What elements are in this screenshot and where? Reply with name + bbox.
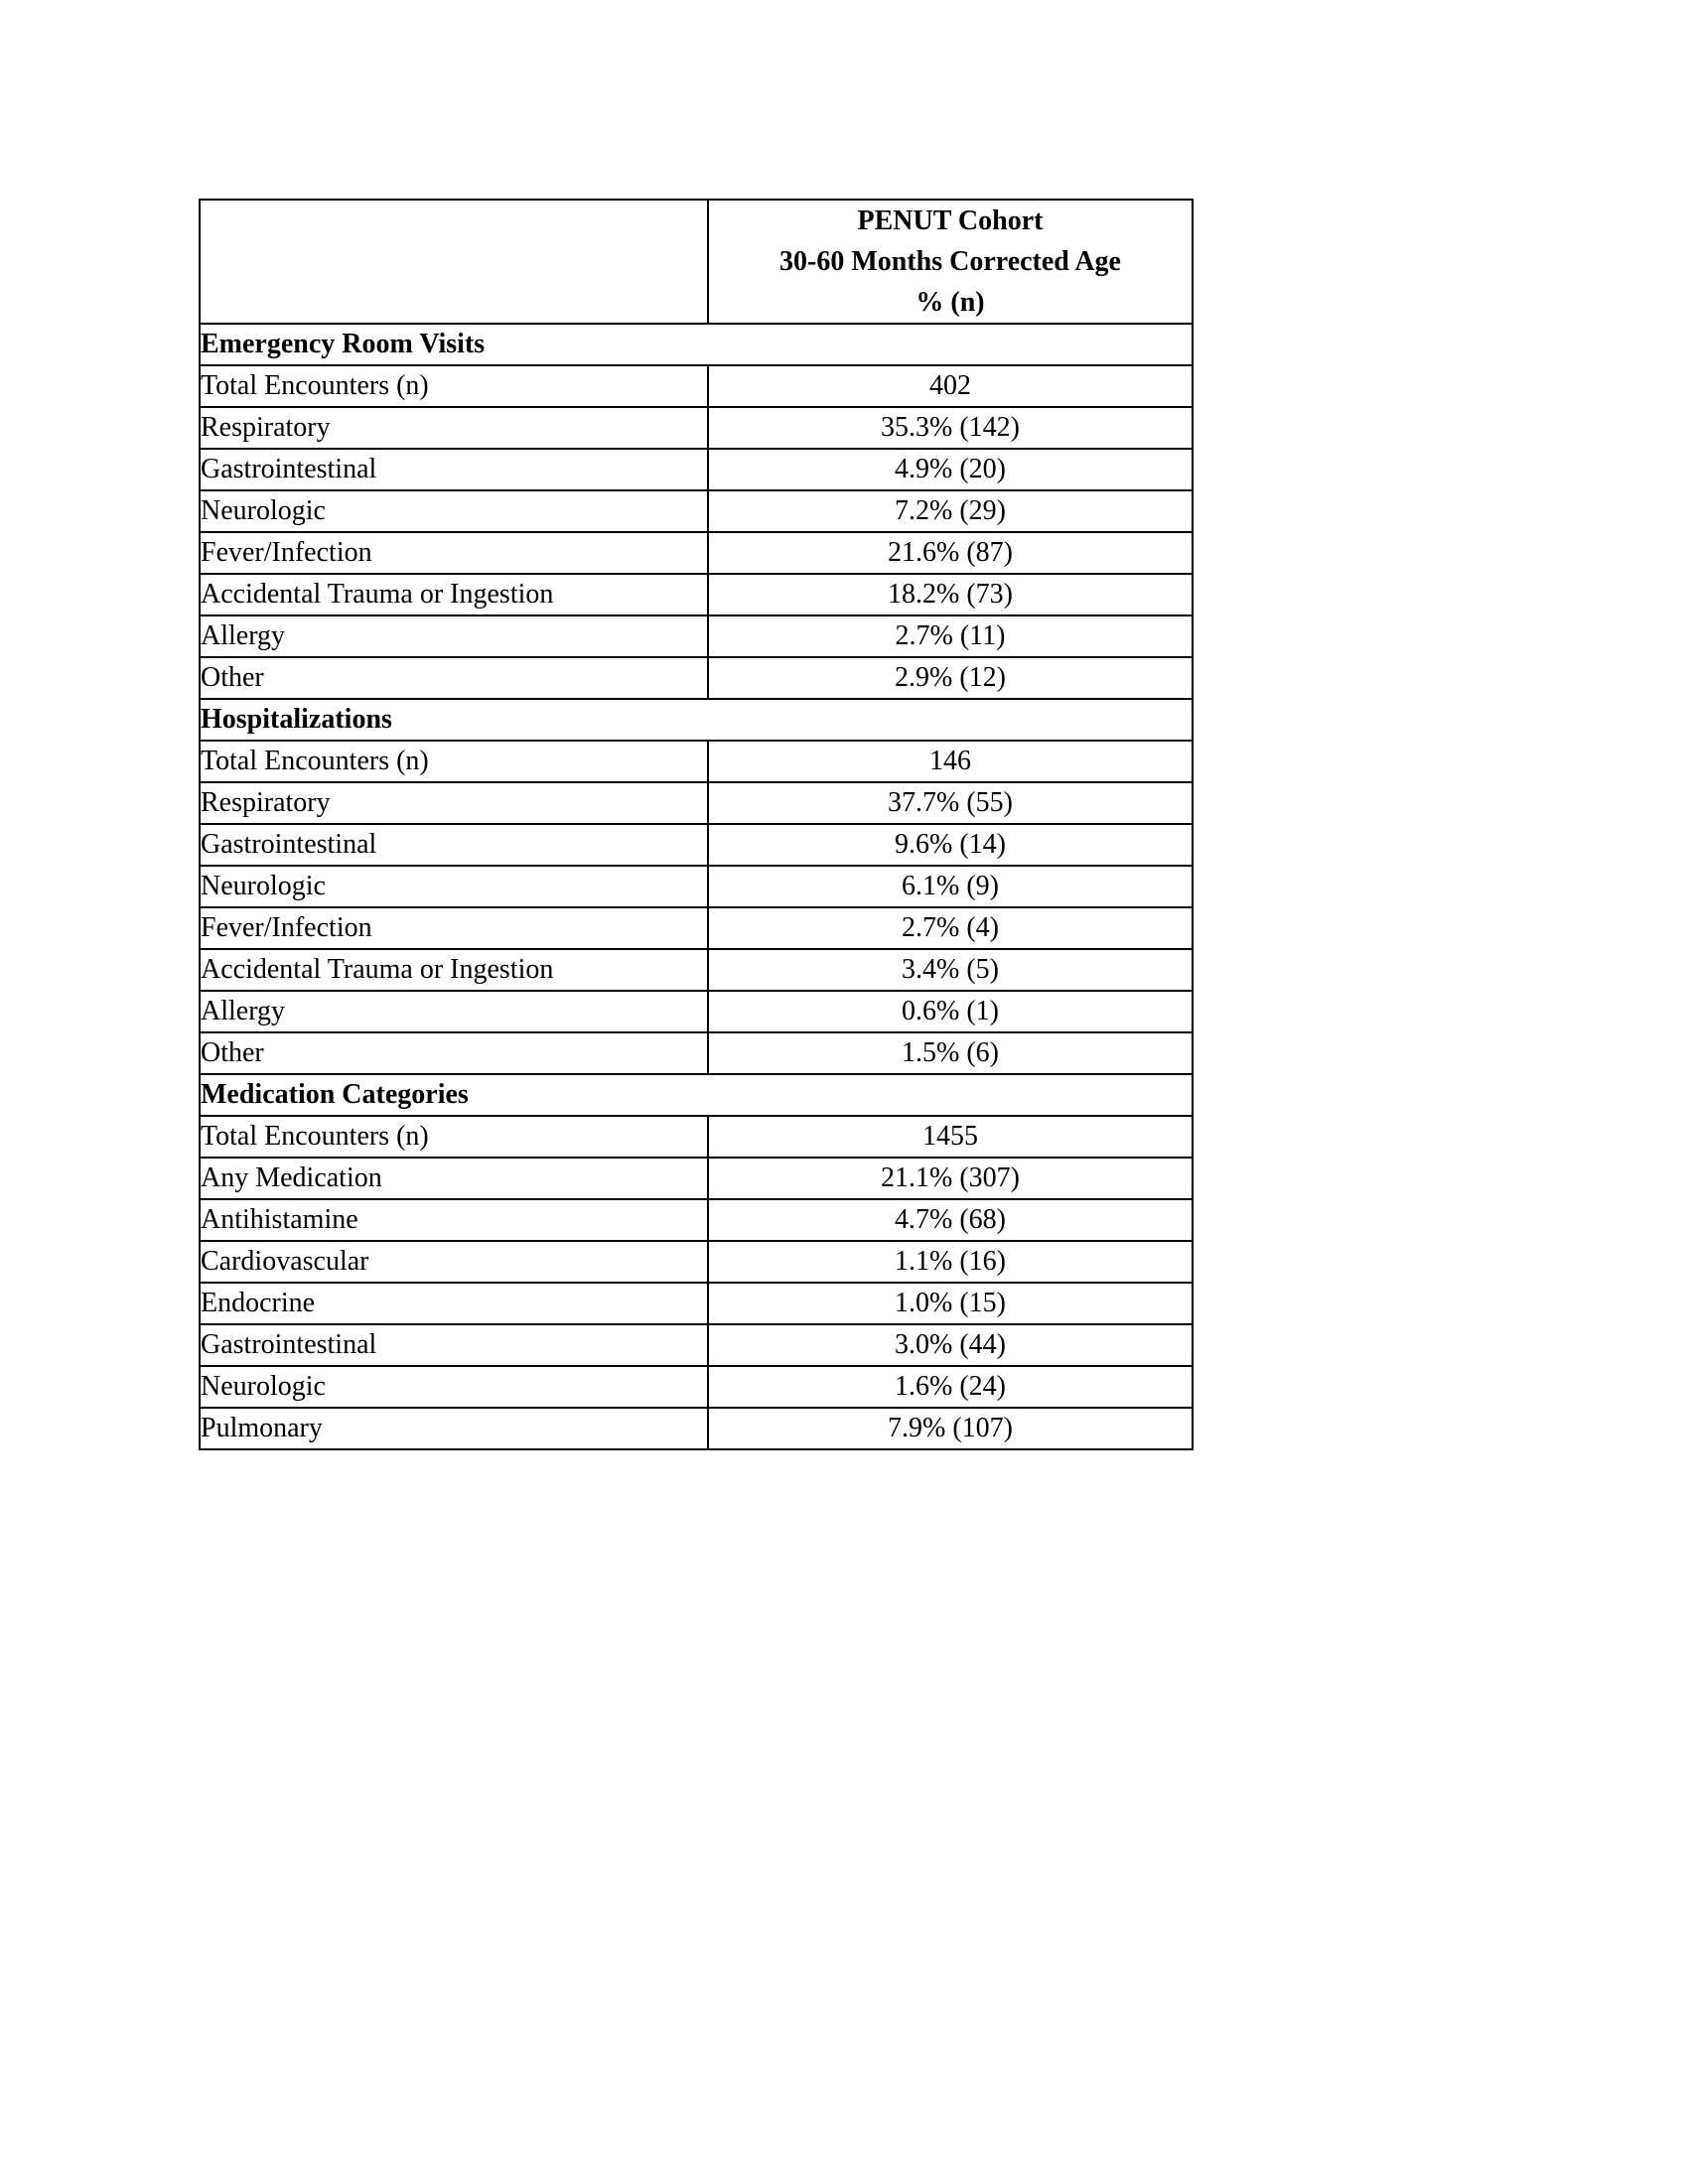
- row-value: 0.6% (1): [708, 991, 1193, 1032]
- row-value: 2.9% (12): [708, 657, 1193, 699]
- row-label: Gastrointestinal: [200, 1324, 708, 1366]
- row-label: Pulmonary: [200, 1408, 708, 1449]
- cohort-table: [199, 199, 1194, 1450]
- row-value: 35.3% (142): [708, 407, 1193, 449]
- row-value: 1.6% (24): [708, 1366, 1193, 1408]
- table-body: [200, 324, 1193, 1449]
- row-label: Neurologic: [200, 866, 708, 907]
- row-label: Total Encounters (n): [200, 741, 708, 782]
- unit-label: % (n): [915, 287, 985, 318]
- age-range: 30-60 Months Corrected Age: [779, 246, 1121, 277]
- row-value: 4.7% (68): [708, 1199, 1193, 1241]
- table-row: [200, 1366, 1193, 1408]
- table-row: [200, 824, 1193, 866]
- row-label: Antihistamine: [200, 1199, 708, 1241]
- row-value: 3.0% (44): [708, 1324, 1193, 1366]
- cohort-header-cell: [708, 200, 1193, 324]
- section-title: Emergency Room Visits: [200, 324, 1193, 365]
- table-row: [200, 866, 1193, 907]
- row-value: 6.1% (9): [708, 866, 1193, 907]
- row-value: 1.1% (16): [708, 1241, 1193, 1283]
- row-label: Allergy: [200, 615, 708, 657]
- row-label: Total Encounters (n): [200, 1116, 708, 1158]
- row-value: 18.2% (73): [708, 574, 1193, 615]
- table-row: [200, 1324, 1193, 1366]
- section-title: Hospitalizations: [200, 699, 1193, 741]
- row-label: Accidental Trauma or Ingestion: [200, 574, 708, 615]
- table-row: [200, 991, 1193, 1032]
- row-label: Cardiovascular: [200, 1241, 708, 1283]
- row-label: Gastrointestinal: [200, 449, 708, 490]
- section-title: Medication Categories: [200, 1074, 1193, 1116]
- table-row: [200, 449, 1193, 490]
- row-label: Other: [200, 1032, 708, 1074]
- row-value: 1.0% (15): [708, 1283, 1193, 1324]
- row-value: 21.6% (87): [708, 532, 1193, 574]
- table-row: [200, 615, 1193, 657]
- header-row: [200, 200, 1193, 324]
- table-row: [200, 407, 1193, 449]
- row-label: Allergy: [200, 991, 708, 1032]
- table-row: [200, 1158, 1193, 1199]
- table-row: [200, 741, 1193, 782]
- row-label: Fever/Infection: [200, 907, 708, 949]
- table-row: [200, 1241, 1193, 1283]
- section-row: [200, 324, 1193, 365]
- cohort-name: PENUT Cohort: [857, 205, 1044, 236]
- row-label: Neurologic: [200, 1366, 708, 1408]
- row-value: 2.7% (11): [708, 615, 1193, 657]
- row-value: 37.7% (55): [708, 782, 1193, 824]
- row-value: 3.4% (5): [708, 949, 1193, 991]
- row-label: Accidental Trauma or Ingestion: [200, 949, 708, 991]
- row-label: Respiratory: [200, 782, 708, 824]
- table-row: [200, 490, 1193, 532]
- table-row: [200, 574, 1193, 615]
- table-row: [200, 532, 1193, 574]
- row-value: 21.1% (307): [708, 1158, 1193, 1199]
- row-value: 1455: [708, 1116, 1193, 1158]
- table-row: [200, 365, 1193, 407]
- header-empty-cell: [200, 200, 708, 324]
- row-value: 9.6% (14): [708, 824, 1193, 866]
- table-row: [200, 1199, 1193, 1241]
- row-label: Other: [200, 657, 708, 699]
- row-label: Total Encounters (n): [200, 365, 708, 407]
- row-value: 4.9% (20): [708, 449, 1193, 490]
- table-row: [200, 907, 1193, 949]
- row-label: Respiratory: [200, 407, 708, 449]
- row-label: Gastrointestinal: [200, 824, 708, 866]
- row-label: Endocrine: [200, 1283, 708, 1324]
- section-row: [200, 1074, 1193, 1116]
- table-row: [200, 1283, 1193, 1324]
- table-row: [200, 1032, 1193, 1074]
- row-value: 1.5% (6): [708, 1032, 1193, 1074]
- table-row: [200, 1408, 1193, 1449]
- table-row: [200, 782, 1193, 824]
- row-value: 146: [708, 741, 1193, 782]
- row-value: 402: [708, 365, 1193, 407]
- row-label: Neurologic: [200, 490, 708, 532]
- row-value: 2.7% (4): [708, 907, 1193, 949]
- table-row: [200, 657, 1193, 699]
- table-row: [200, 1116, 1193, 1158]
- row-label: Any Medication: [200, 1158, 708, 1199]
- row-label: Fever/Infection: [200, 532, 708, 574]
- table-row: [200, 949, 1193, 991]
- row-value: 7.2% (29): [708, 490, 1193, 532]
- section-row: [200, 699, 1193, 741]
- row-value: 7.9% (107): [708, 1408, 1193, 1449]
